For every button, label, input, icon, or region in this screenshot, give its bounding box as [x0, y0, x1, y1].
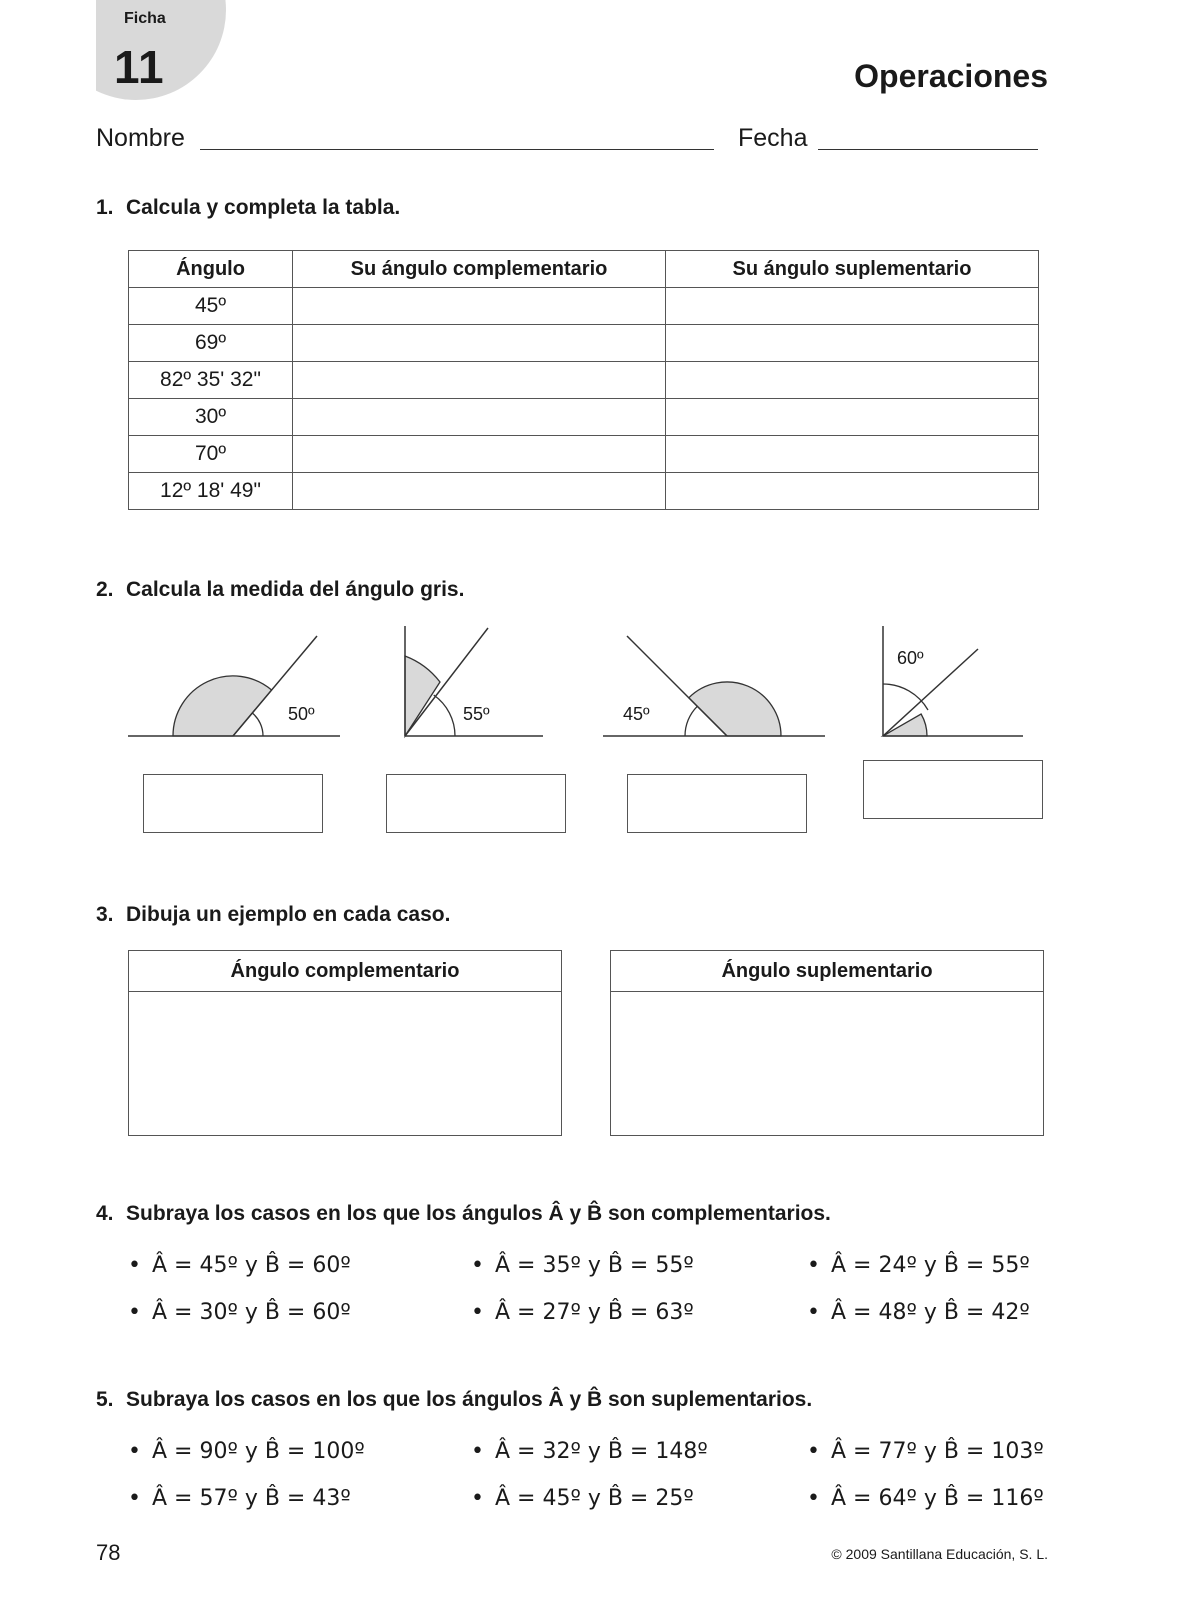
complementary-cell[interactable]	[293, 362, 666, 399]
angles-table	[128, 250, 1039, 510]
question-1	[96, 196, 400, 220]
angle-cell: 69º	[129, 325, 293, 362]
supplementary-cell[interactable]	[666, 325, 1039, 362]
column-header: Su ángulo complementario	[293, 251, 666, 288]
table-row	[129, 362, 1039, 399]
date-field[interactable]	[818, 149, 1038, 150]
question-number: 1.	[96, 196, 114, 219]
question-5	[96, 1388, 812, 1412]
complementary-cell[interactable]	[293, 325, 666, 362]
table-row	[129, 436, 1039, 473]
supplementary-cell[interactable]	[666, 473, 1039, 510]
angle-cell: 70º	[129, 436, 293, 473]
table-row	[129, 288, 1039, 325]
ficha-number: 11	[114, 41, 165, 93]
angle-label: 50º	[288, 704, 315, 724]
answer-box-2[interactable]	[386, 774, 566, 833]
angle-cell: 82º 35' 32"	[129, 362, 293, 399]
option-item[interactable]: • Â = 27º y B̂ = 63º	[471, 1300, 694, 1325]
question-2	[96, 578, 464, 602]
option-item[interactable]: • Â = 57º y B̂ = 43º	[128, 1486, 351, 1511]
question-text: Subraya los casos en los que los ángulos Â y B̂ son suplementarios.	[126, 1388, 813, 1411]
angle-figure-1	[128, 636, 340, 736]
angle-cell: 12º 18' 49"	[129, 473, 293, 510]
complementary-drawing-box[interactable]	[128, 950, 562, 1136]
angle-label: 45º	[623, 704, 650, 724]
supplementary-cell[interactable]	[666, 399, 1039, 436]
question-3	[96, 903, 450, 927]
supplementary-cell[interactable]	[666, 436, 1039, 473]
name-field[interactable]	[200, 149, 714, 150]
page-title: Operaciones	[854, 58, 1048, 94]
page-number: 78	[96, 1540, 121, 1565]
angle-cell: 45º	[129, 288, 293, 325]
option-item[interactable]: • Â = 24º y B̂ = 55º	[807, 1253, 1030, 1278]
complementary-cell[interactable]	[293, 399, 666, 436]
box-header: Ángulo complementario	[129, 951, 561, 992]
complementary-cell[interactable]	[293, 473, 666, 510]
answer-box-4[interactable]	[863, 760, 1043, 819]
question-text: Calcula y completa la tabla.	[126, 196, 401, 219]
table-header-row	[129, 251, 1039, 288]
option-item[interactable]: • Â = 48º y B̂ = 42º	[807, 1300, 1030, 1325]
angle-cell: 30º	[129, 399, 293, 436]
table-row	[129, 473, 1039, 510]
date-label: Fecha	[738, 124, 808, 152]
option-item[interactable]: • Â = 35º y B̂ = 55º	[471, 1253, 694, 1278]
angle-figure-2	[405, 626, 543, 736]
option-item[interactable]: • Â = 32º y B̂ = 148º	[471, 1439, 708, 1464]
complementary-cell[interactable]	[293, 288, 666, 325]
box-header: Ángulo suplementario	[611, 951, 1043, 992]
question-number: 5.	[96, 1388, 114, 1411]
option-item[interactable]: • Â = 90º y B̂ = 100º	[128, 1439, 365, 1464]
question-number: 2.	[96, 578, 114, 601]
table-row	[129, 399, 1039, 436]
name-label: Nombre	[96, 124, 185, 152]
angle-figure-3	[603, 636, 825, 736]
column-header: Ángulo	[129, 251, 293, 288]
question-text: Subraya los casos en los que los ángulos Â y B̂ son complementarios.	[126, 1202, 831, 1225]
angle-figures	[0, 620, 1188, 740]
option-item[interactable]: • Â = 45º y B̂ = 25º	[471, 1486, 694, 1511]
answer-box-3[interactable]	[627, 774, 807, 833]
supplementary-cell[interactable]	[666, 288, 1039, 325]
complementary-cell[interactable]	[293, 436, 666, 473]
copyright: © 2009 Santillana Educación, S. L.	[831, 1546, 1048, 1562]
question-number: 4.	[96, 1202, 114, 1225]
column-header: Su ángulo suplementario	[666, 251, 1039, 288]
angle-label: 55º	[463, 704, 490, 724]
table-row	[129, 325, 1039, 362]
ficha-label: Ficha	[124, 10, 166, 27]
supplementary-cell[interactable]	[666, 362, 1039, 399]
question-number: 3.	[96, 903, 114, 926]
option-item[interactable]: • Â = 64º y B̂ = 116º	[807, 1486, 1044, 1511]
question-text: Dibuja un ejemplo en cada caso.	[126, 903, 451, 926]
option-item[interactable]: • Â = 45º y B̂ = 60º	[128, 1253, 351, 1278]
question-text: Calcula la medida del ángulo gris.	[126, 578, 465, 601]
angle-label: 60º	[897, 648, 924, 668]
answer-box-1[interactable]	[143, 774, 323, 833]
option-item[interactable]: • Â = 30º y B̂ = 60º	[128, 1300, 351, 1325]
question-4	[96, 1202, 831, 1226]
supplementary-drawing-box[interactable]	[610, 950, 1044, 1136]
angle-figure-4	[883, 626, 1023, 736]
option-item[interactable]: • Â = 77º y B̂ = 103º	[807, 1439, 1044, 1464]
